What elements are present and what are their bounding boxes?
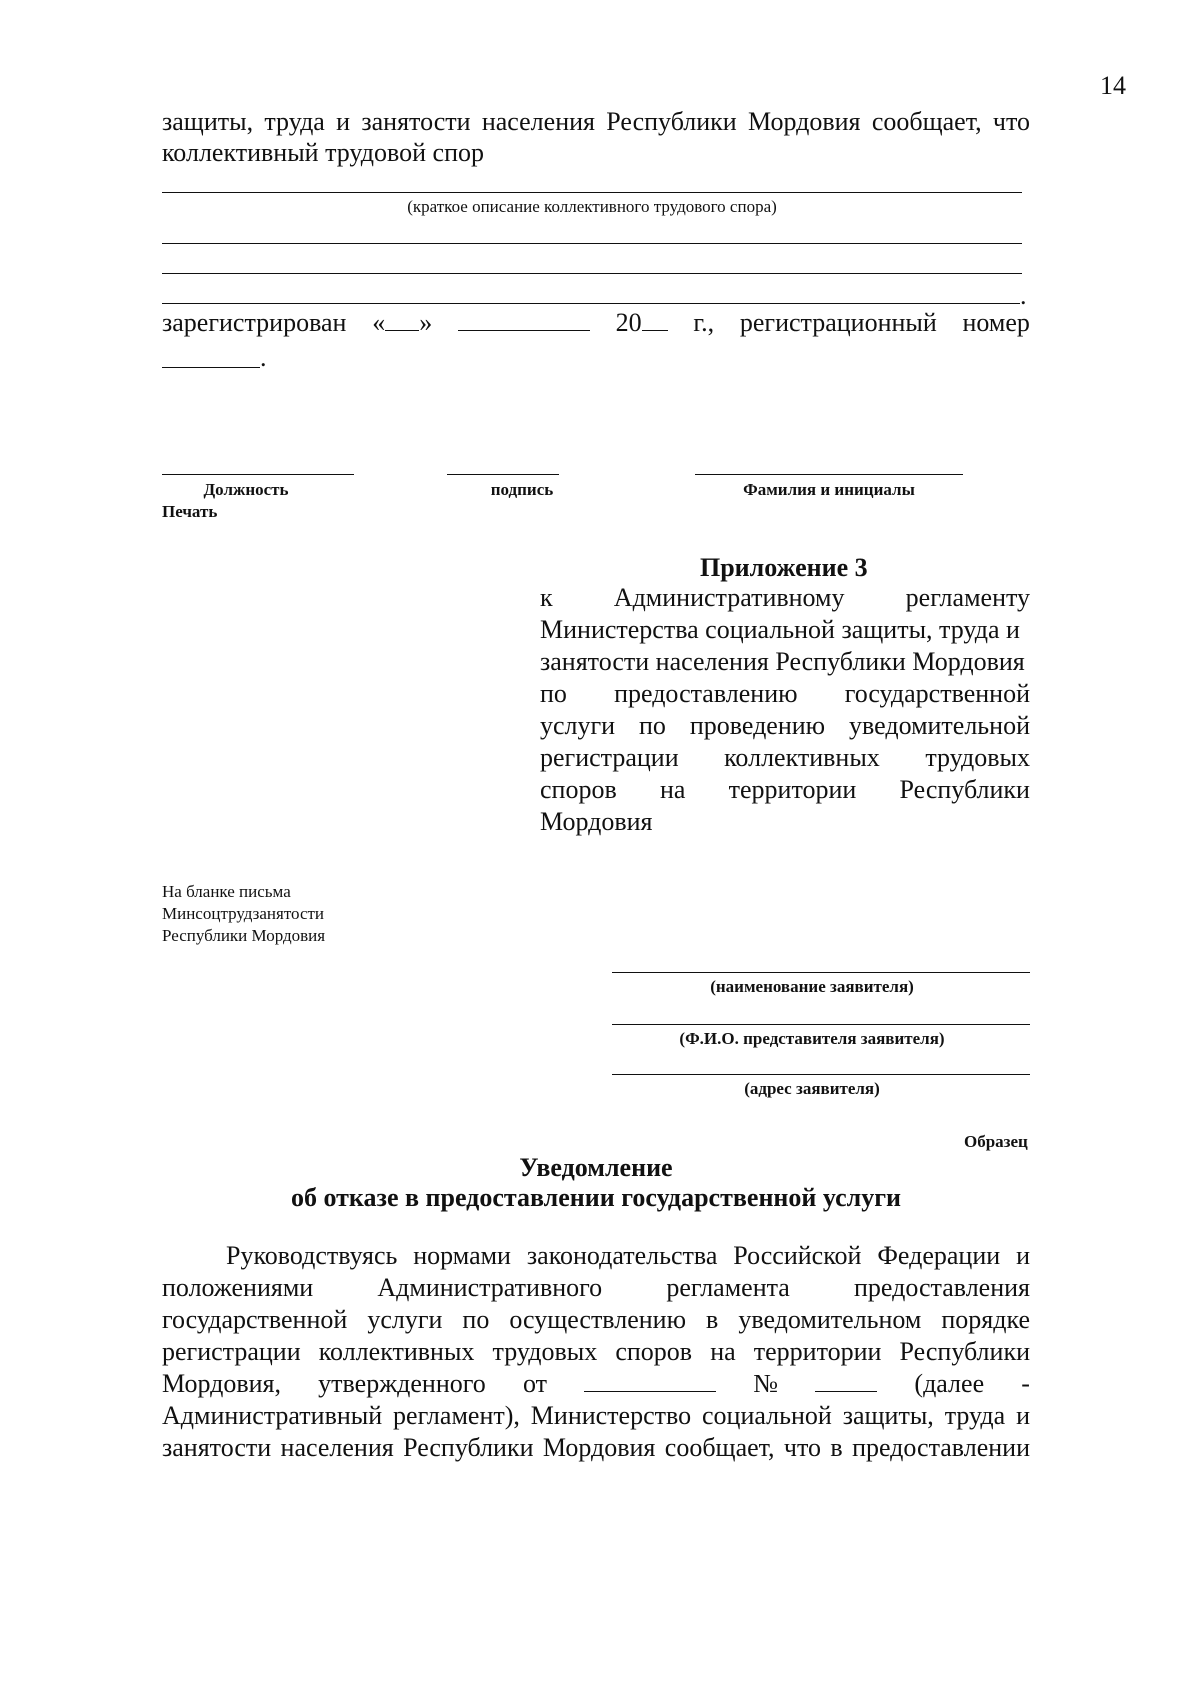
appendix-line: занятости населения Республики Мордовия bbox=[540, 647, 1025, 676]
notice-word: утвержденного bbox=[318, 1369, 486, 1398]
sample-label: Образец bbox=[964, 1132, 1028, 1151]
registration-number-blank bbox=[162, 367, 260, 368]
year-group bbox=[616, 307, 668, 339]
appendix-word: споров bbox=[540, 775, 617, 804]
signature-caption: подпись bbox=[490, 480, 554, 499]
notice-subtitle: об отказе в предоставлении государственной услуги bbox=[290, 1183, 901, 1212]
appendix-line bbox=[540, 742, 1030, 774]
dispute-description-line bbox=[162, 243, 1022, 244]
date-day-group bbox=[372, 307, 432, 339]
representative-caption: (Ф.И.О. представителя заявителя) bbox=[679, 1029, 945, 1048]
appendix-title: Приложение 3 bbox=[700, 553, 868, 582]
appendix-line: Мордовия bbox=[540, 807, 653, 836]
top-paragraph-line-1: защиты, труда и занятости населения Республики Мордовия сообщает, что bbox=[162, 107, 1030, 136]
position-line bbox=[162, 474, 354, 475]
registration-line bbox=[162, 307, 1030, 339]
letterhead-line: Республики Мордовия bbox=[162, 926, 326, 945]
notice-line: занятости населения Республики Мордовия сообщает, что в предоставлении bbox=[162, 1433, 1030, 1462]
appendix-line bbox=[540, 774, 1030, 806]
notice-line: государственной услуги по осуществлению в уведомительном порядке bbox=[162, 1305, 1030, 1334]
appendix-word: Республики bbox=[899, 775, 1030, 804]
signature-line bbox=[447, 474, 559, 475]
notice-line bbox=[162, 1368, 1030, 1400]
registration-label: регистрационный bbox=[739, 308, 937, 337]
appendix-line bbox=[540, 678, 1030, 710]
appendix-word: к bbox=[540, 583, 553, 612]
month-blank bbox=[458, 308, 590, 331]
notice-line: регистрации коллективных трудовых споров на территории Республики bbox=[162, 1337, 1030, 1366]
appendix-word: предоставлению bbox=[614, 679, 798, 708]
notice-line: Руководствуясь нормами законодательства Российской Федерации и bbox=[226, 1241, 1030, 1270]
appendix-word: Административному bbox=[613, 583, 845, 612]
appendix-word: территории bbox=[728, 775, 857, 804]
appendix-word: трудовых bbox=[925, 743, 1030, 772]
open-quote: « bbox=[372, 308, 386, 337]
dispute-description-line bbox=[162, 192, 1022, 193]
applicant-name-line bbox=[612, 972, 1030, 973]
top-paragraph-line-2: коллективный трудовой спор bbox=[162, 138, 484, 167]
letterhead-note bbox=[162, 881, 325, 947]
notice-line: Административный регламент), Министерство социальной защиты, труда и bbox=[162, 1401, 1030, 1430]
letterhead-line: На бланке письма bbox=[162, 882, 291, 901]
appendix-word: государственной bbox=[844, 679, 1030, 708]
applicant-address-line bbox=[612, 1074, 1030, 1075]
name-line bbox=[695, 474, 963, 475]
applicant-address-caption: (адрес заявителя) bbox=[744, 1079, 880, 1098]
notice-dash: - bbox=[1021, 1369, 1030, 1398]
letterhead-line: Минсоцтрудзанятости bbox=[162, 904, 325, 923]
notice-body bbox=[162, 1240, 1030, 1464]
notice-word: Мордовия, bbox=[162, 1369, 282, 1398]
registration-end-dot: . bbox=[260, 343, 267, 372]
appendix-word: регламенту bbox=[905, 583, 1030, 612]
position-caption: Должность bbox=[203, 480, 289, 499]
year-prefix: 20 bbox=[615, 308, 642, 337]
appendix-line bbox=[540, 582, 1030, 614]
appendix-line: услуги по проведению уведомительной bbox=[540, 711, 1030, 740]
notice-word: от bbox=[522, 1369, 547, 1398]
registered-word: зарегистрирован bbox=[162, 308, 347, 337]
number-label: номер bbox=[962, 308, 1030, 337]
dispute-description-caption: (краткое описание коллективного трудового спора) bbox=[407, 197, 777, 216]
page-number: 14 bbox=[1100, 71, 1126, 100]
appendix-word: на bbox=[659, 775, 686, 804]
stamp-caption: Печать bbox=[162, 502, 218, 521]
appendix-word: коллективных bbox=[724, 743, 880, 772]
appendix-line: Министерства социальной защиты, труда и bbox=[540, 615, 1020, 644]
year-suffix: г., bbox=[693, 308, 715, 337]
notice-line: положениями Административного регламента предоставления bbox=[162, 1273, 1030, 1302]
applicant-name-caption: (наименование заявителя) bbox=[710, 977, 914, 996]
dispute-description-period: . bbox=[1020, 281, 1027, 310]
representative-line bbox=[612, 1024, 1030, 1025]
notice-title: Уведомление bbox=[519, 1153, 673, 1182]
appendix-word: по bbox=[540, 679, 567, 708]
name-caption: Фамилия и инициалы bbox=[743, 480, 915, 499]
dispute-description-line bbox=[162, 273, 1022, 274]
approval-number-blank bbox=[815, 1369, 877, 1392]
number-sign: № bbox=[753, 1369, 779, 1398]
appendix-word: регистрации bbox=[540, 743, 679, 772]
dispute-description-line bbox=[162, 303, 1020, 304]
close-quote: » bbox=[419, 308, 433, 337]
approval-date-blank bbox=[584, 1369, 716, 1392]
year-blank bbox=[642, 308, 668, 331]
appendix-text bbox=[540, 582, 1030, 838]
notice-word: (далее bbox=[914, 1369, 985, 1398]
day-blank bbox=[385, 308, 419, 331]
